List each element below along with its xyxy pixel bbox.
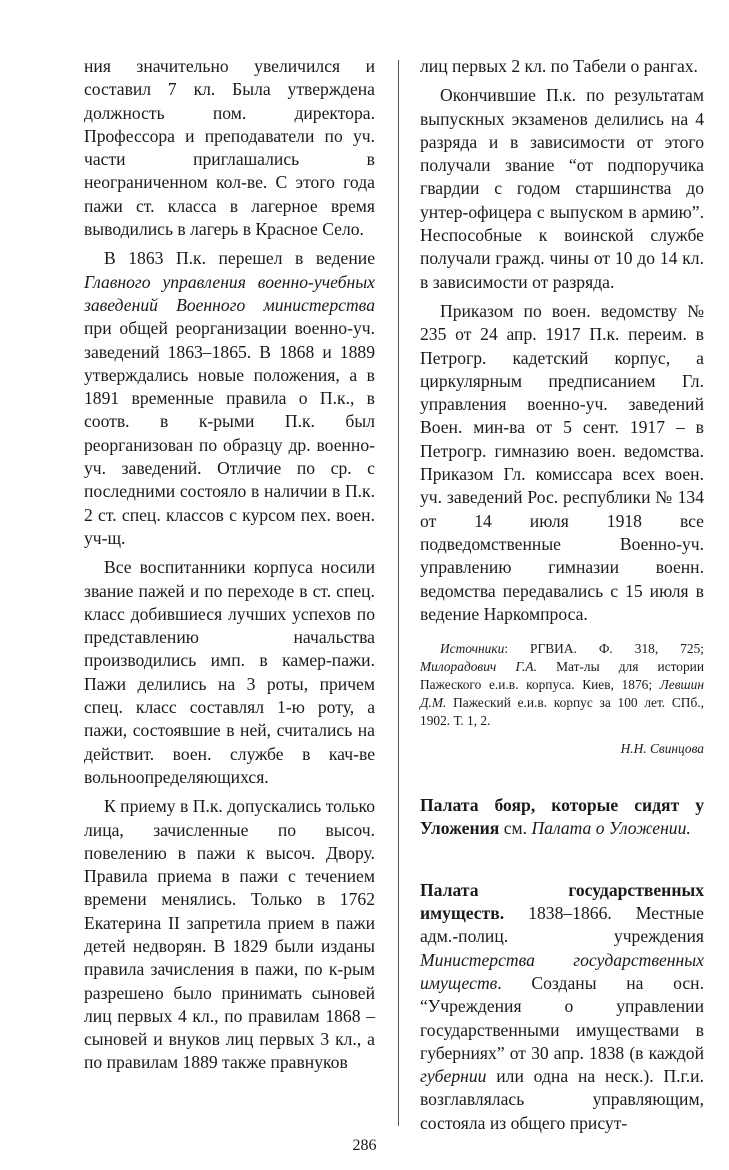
- dictionary-entry: [420, 879, 704, 1135]
- article-author: Н.Н. Свинцова: [620, 741, 704, 757]
- cross-reference: Палата о Уложении.: [531, 818, 691, 839]
- text-run: Пажеский е.и.в. корпус за 100 лет. СПб., 1902. Т. 1, 2.: [420, 695, 704, 729]
- left-column: [84, 55, 375, 1075]
- entry-headword: Палата государственных имуществ.: [420, 879, 704, 924]
- paragraph: Все воспитанники корпуса носили звание пажей и по переходе в ст. спец. класс добившиеся лучших успехов по представлению начальства производились имп. в камер-пажи. Пажи делились на 3 роты, причем спец. класс составлял 1-ю роту, а пажи, состоявшие в ней, считались на действит. воен. службе в кач-ве вольноопределяющихся.: [84, 557, 375, 787]
- text-run: Мат-лы для истории Пажеского е.и.в. корпуса. Киев, 1876;: [420, 659, 705, 693]
- source-author: Милорадович Г.А.: [420, 659, 537, 675]
- right-column: [420, 55, 704, 1135]
- text-run: при общей реорганизации военно-уч. заведений 1863–1865. В 1868 и 1889 утверждались новые положения, а в 1891 временные правила о П.к., в соотв. в к-рыми П.к. был реорганизован по образцу др. военно-уч. заведений. Отличие по ср. с последними состояло в наличии в П.к. 2 ст. спец. классов с курсом пех. воен. уч-щ.: [84, 318, 375, 548]
- text-run: 1838–1866. Местные адм.-полиц. учреждения: [420, 903, 704, 947]
- italic-term: Министерства государственных имуществ: [420, 949, 704, 993]
- italic-term: Главного управления военно-учебных заведений Военного министерства: [84, 271, 375, 315]
- column-divider: [398, 60, 399, 1126]
- page-number: 286: [352, 1137, 377, 1154]
- source-author: Левшин Д.М.: [420, 677, 704, 711]
- text-run: см.: [499, 818, 532, 839]
- sources-label: Источники: [440, 641, 505, 657]
- paragraph: Окончившие П.к. по результатам выпускных экзаменов делились на 4 разряда и в зависимости от этого получали звание “от подпоручика гвардии с годом старшинства до унтер-офицера с выпуском в армию”. Неспособные к воинской службе получали гражд. чины от 10 до 14 кл. в зависимости от разряда.: [420, 85, 704, 292]
- text-run: : РГВИА. Ф. 318, 725;: [504, 641, 704, 657]
- dictionary-entry: [420, 794, 704, 841]
- paragraph: ния значительно увеличился и составил 7 кл. Была утверждена должность пом. директора. Профессора и преподаватели по уч. части приглашались в неограниченном кол-ве. С этого года пажи ст. класса в лагерное время выводились в лагерь в Красное Село.: [84, 56, 375, 240]
- text-run: . Созданы на осн. “Учреждения о управлении государственными имуществами в губерниях” от 30 апр. 1838 (в каждой: [420, 972, 704, 1063]
- text-run: или одна на неск.). П.г.и. возглавлялась управляющим, состояла из общего присут-: [420, 1066, 704, 1133]
- sources-note: [420, 640, 704, 730]
- paragraph: К приему в П.к. допускались только лица, зачисленные по высоч. повелению в пажи к высоч. Двору. Правила приема в пажи с течением времени менялись. Только в 1762 Екатерина II запретила прием в пажи детей недворян. В 1829 были изданы правила зачисления в пажи, по к-рым разрешено было принимать сыновей лиц первых 4 кл., по правилам 1868 – сыновей и внуков лиц первых 3 кл., а по правилам 1889 также правнуков: [84, 796, 375, 1073]
- paragraph: лиц первых 2 кл. по Табели о рангах.: [420, 56, 698, 76]
- paragraph: Приказом по воен. ведомству № 235 от 24 апр. 1917 П.к. переим. в Петрогр. кадетский корпус, а циркулярным предписанием Гл. управления военно-уч. заведений Воен. мин-ва от 5 сент. 1917 – в Петрогр. гимназию воен. ведомства. Приказом Гл. комиссара всех воен. уч. заведений Рос. республики № 134 от 14 июля 1918 все подведомственные Военно-уч. управлению гимназии военн. ведомства передавались с 15 июля в ведение Наркомпроса.: [420, 300, 704, 624]
- italic-term: губернии: [420, 1066, 487, 1087]
- text-run: В 1863 П.к. перешел в ведение: [104, 248, 375, 269]
- paragraph: [84, 247, 375, 550]
- entry-headword: Палата бояр, которые сидят у Уложения: [420, 795, 704, 839]
